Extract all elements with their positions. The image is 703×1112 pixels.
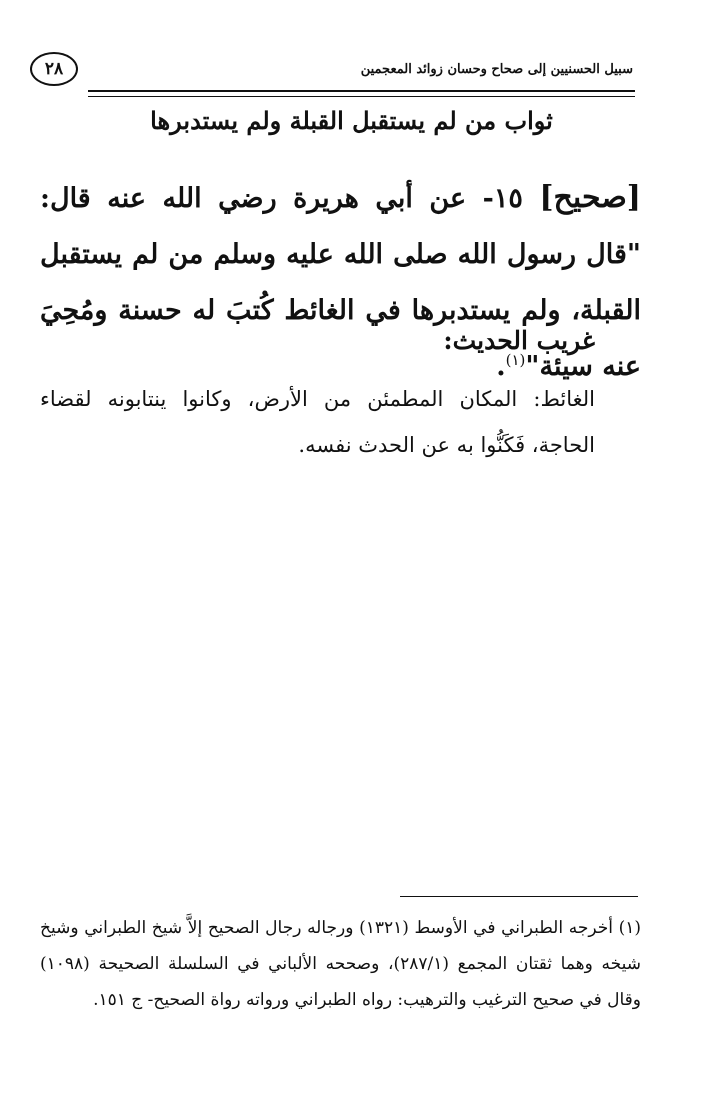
header-rule-thick: [88, 90, 635, 92]
running-title: سبيل الحسنيين إلى صحاح وحسان زوائد المعجمين: [360, 62, 633, 77]
hadith-text: عن أبي هريرة رضي الله عنه قال: "قال رسول الله صلى الله عليه وسلم من لم يستقبل القبلة، ولم يستدبرها في الغائط كُتبَ له حسنة ومُحِيَ عنه سيئة": [40, 183, 641, 382]
hadith-number: ١٥-: [482, 183, 523, 214]
gharib-title: غريب الحديث:: [443, 326, 595, 355]
hadith-end-mark: .: [496, 351, 506, 382]
gharib-body: الغائط: المكان المطمئن من الأرض، وكانوا ينتابونه لقضاء الحاجة، فَكَنُّوا به عن الحدث نفسه.: [40, 387, 595, 457]
header-rule-thin: [88, 96, 635, 97]
footnote-rule: [400, 896, 638, 897]
hadith-paragraph: [40, 170, 641, 395]
page-number: [30, 52, 78, 86]
page-number-text: ٢٨: [44, 59, 64, 79]
footnote: (١) أخرجه الطبراني في الأوسط (١٣٢١) ورجاله رجال الصحيح إلاَّ شيخ الطبراني وشيخ شيخه وهما ثقتان المجمع (٢٨٧/١)، وصححه الألباني في السلسلة الصحيحة (١٠٩٨) وقال في صحيح الترغيب والترهيب: رواه الطبراني ورواته رواة الصحيح- ج ١٥١.: [40, 918, 641, 1010]
footnote-reference: (١): [505, 351, 526, 369]
chapter-heading: ثواب من لم يستقبل القبلة ولم يستدبرها: [150, 106, 553, 135]
hadith-grade: [صحيح]: [539, 180, 642, 215]
